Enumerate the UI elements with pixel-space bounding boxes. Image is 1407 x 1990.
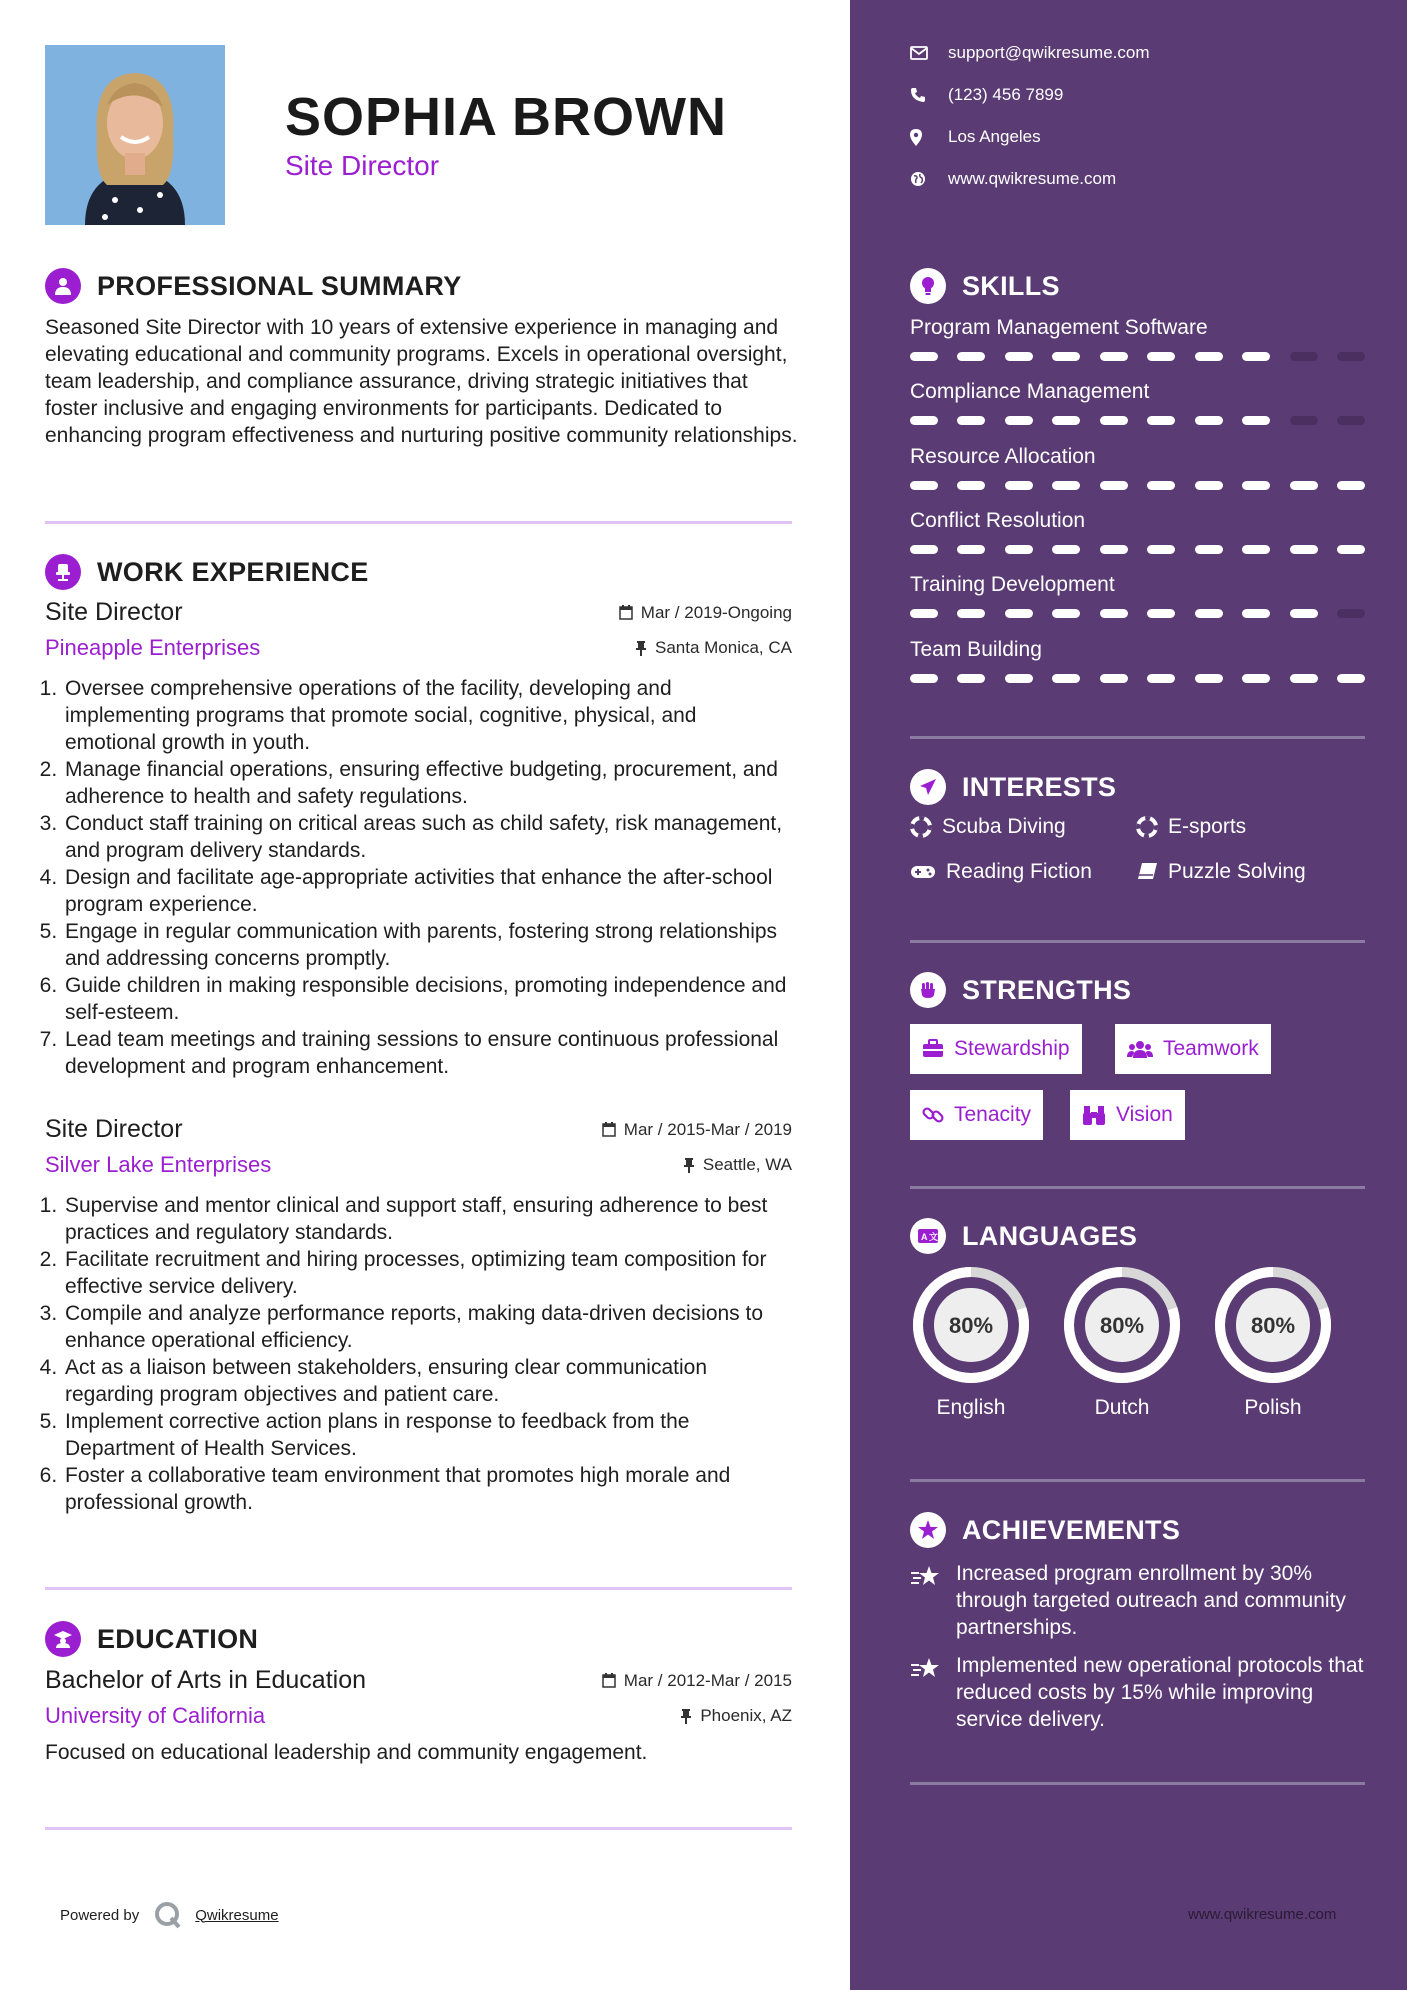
calendar-icon	[619, 605, 633, 620]
binoculars-icon	[1082, 1104, 1106, 1126]
skill-level-segment	[1100, 545, 1128, 554]
qwikresume-logo-icon	[153, 1900, 183, 1930]
interest-item	[1136, 815, 1246, 839]
skill-level-segment	[1147, 481, 1175, 490]
contact-location	[910, 127, 1041, 147]
qwikresume-link[interactable]: Qwikresume	[195, 1906, 279, 1924]
list-item: 1. Oversee comprehensive operations of the facility, developing and implementing programs that promote social, cognitive, physical, and emotional growth in youth.	[63, 675, 792, 756]
job-company: Pineapple Enterprises	[45, 635, 261, 660]
skill-level-segment	[1242, 416, 1270, 425]
achievement-item	[910, 1652, 1365, 1733]
gamepad-icon	[910, 863, 936, 881]
list-item: 4. Act as a liaison between stakeholders, ensuring clear communication regarding program objectives and patient care.	[63, 1354, 792, 1408]
life-ring-icon	[1136, 816, 1158, 838]
skill-level-segment	[1100, 352, 1128, 361]
language-name: Dutch	[1094, 1396, 1150, 1419]
list-item: 3. Compile and analyze performance reports, making data-driven decisions to enhance operational efficiency.	[63, 1300, 792, 1354]
skill-level-segment	[1242, 545, 1270, 554]
skill-level-segment	[1195, 609, 1223, 618]
achievement-item	[910, 1560, 1365, 1641]
skill-level-segment	[1337, 545, 1365, 554]
skill-level-segment	[1100, 481, 1128, 490]
users-icon	[1127, 1039, 1153, 1059]
degree: Bachelor of Arts in Education	[45, 1666, 367, 1694]
interests-heading: INTERESTS	[962, 771, 1117, 802]
footer-website[interactable]: www.qwikresume.com	[1188, 1906, 1337, 1923]
language-gauge	[1061, 1264, 1183, 1386]
list-item: 6. Guide children in making responsible decisions, promoting independence and self-esteem.	[63, 972, 792, 1026]
skill-level-segment	[1052, 609, 1080, 618]
svg-text:A: A	[921, 1232, 928, 1242]
contact-phone[interactable]	[910, 85, 1063, 105]
job-company: Silver Lake Enterprises	[45, 1152, 272, 1177]
language-gauge	[1212, 1264, 1334, 1386]
skill-level-segment	[1290, 545, 1318, 554]
education-description: Focused on educational leadership and community engagement.	[45, 1741, 648, 1764]
skill-level-segment	[957, 545, 985, 554]
skill-level-bar	[910, 674, 1365, 683]
skill-name: Program Management Software	[910, 316, 1208, 339]
fist-icon	[910, 972, 946, 1008]
skill-level-segment	[1147, 545, 1175, 554]
job-dates	[619, 603, 792, 623]
skill-level-segment	[957, 481, 985, 490]
skill-level-segment	[1005, 609, 1033, 618]
experience-heading: WORK EXPERIENCE	[97, 556, 369, 587]
skill-level-segment	[1052, 674, 1080, 683]
skill-level-segment	[957, 609, 985, 618]
skill-level-segment	[910, 609, 938, 618]
skill-level-segment	[1195, 416, 1223, 425]
skill-level-segment	[1147, 674, 1175, 683]
paper-plane-icon	[910, 769, 946, 805]
school: University of California	[45, 1703, 266, 1728]
calendar-icon	[602, 1122, 616, 1137]
skill-item	[910, 316, 1365, 361]
skill-level-segment	[910, 674, 938, 683]
strength-label: Vision	[1116, 1103, 1173, 1126]
shooting-star-icon	[910, 1656, 942, 1682]
skill-level-segment	[1052, 352, 1080, 361]
language-percent: 80%	[1250, 1313, 1296, 1338]
skill-level-segment	[1052, 481, 1080, 490]
skill-level-bar	[910, 352, 1365, 361]
job-location-text: Santa Monica, CA	[654, 638, 792, 657]
life-ring-icon	[910, 816, 932, 838]
list-item: 1. Supervise and mentor clinical and support staff, ensuring adherence to best practices and regulatory standards.	[63, 1192, 792, 1246]
pushpin-icon	[635, 641, 647, 656]
languages-section-header	[910, 1216, 1137, 1256]
interest-label: E-sports	[1168, 815, 1247, 838]
skills-heading: SKILLS	[962, 270, 1060, 301]
language-percent: 80%	[1099, 1313, 1145, 1338]
skill-level-segment	[1195, 352, 1223, 361]
job-dates-text: Mar / 2019-Ongoing	[640, 602, 792, 622]
shooting-star-icon	[910, 1564, 942, 1590]
book-icon	[1136, 862, 1158, 882]
skill-item	[910, 638, 1365, 683]
skill-level-segment	[1290, 481, 1318, 490]
skill-level-segment	[1242, 674, 1270, 683]
skill-level-segment	[1100, 674, 1128, 683]
interest-label: Reading Fiction	[946, 860, 1092, 883]
skill-level-segment	[1337, 674, 1365, 683]
summary-section-header	[45, 266, 462, 306]
skill-level-segment	[1195, 674, 1223, 683]
candidate-title: Site Director	[285, 150, 440, 181]
calendar-icon	[602, 1673, 616, 1688]
skill-level-segment	[1290, 352, 1318, 361]
achievement-text: Increased program enrollment by 30% through targeted outreach and community partnerships.	[956, 1562, 1346, 1639]
email-text: support@qwikresume.com	[948, 43, 1150, 62]
summary-heading: PROFESSIONAL SUMMARY	[97, 270, 462, 301]
skill-level-segment	[910, 545, 938, 554]
skill-level-segment	[1005, 416, 1033, 425]
skill-level-segment	[910, 481, 938, 490]
list-item: 4. Design and facilitate age-appropriate activities that enhance the after-school program experience.	[63, 864, 792, 918]
list-item: 6. Foster a collaborative team environment that promotes high morale and professional growth.	[63, 1462, 792, 1516]
skill-item	[910, 509, 1365, 554]
language-item	[1061, 1264, 1183, 1420]
job-location-text: Seattle, WA	[702, 1155, 792, 1174]
job-entry	[45, 598, 792, 1080]
section-divider	[910, 1479, 1365, 1482]
skill-level-segment	[957, 352, 985, 361]
strength-badge	[1115, 1024, 1271, 1074]
skill-level-segment	[1195, 481, 1223, 490]
candidate-name: SOPHIA BROWN	[285, 87, 727, 147]
skill-level-segment	[1195, 545, 1223, 554]
briefcase-icon	[922, 1039, 944, 1059]
interests-section-header	[910, 767, 1116, 807]
language-percent: 80%	[948, 1313, 994, 1338]
skill-level-segment	[1290, 674, 1318, 683]
language-item	[910, 1264, 1032, 1420]
skill-item	[910, 380, 1365, 425]
user-icon	[45, 268, 81, 304]
education-entry	[45, 1666, 792, 1766]
interest-item	[910, 860, 1092, 884]
strength-badge	[910, 1024, 1082, 1074]
section-divider	[910, 1186, 1365, 1189]
language-gauge	[910, 1264, 1032, 1386]
job-location	[635, 638, 792, 658]
section-divider	[45, 1587, 792, 1590]
translate-icon	[910, 1218, 946, 1254]
list-item: 5. Implement corrective action plans in response to feedback from the Department of Health Services.	[63, 1408, 792, 1462]
skill-level-segment	[1337, 481, 1365, 490]
section-divider	[45, 1827, 792, 1830]
strength-label: Tenacity	[954, 1103, 1032, 1126]
section-divider	[910, 940, 1365, 943]
education-section-header	[45, 1619, 258, 1659]
job-responsibilities	[45, 675, 792, 1080]
star-badge-icon	[910, 1512, 946, 1548]
job-title: Site Director	[45, 1115, 183, 1143]
skill-name: Resource Allocation	[910, 445, 1096, 468]
job-responsibilities	[45, 1192, 792, 1516]
languages-heading: LANGUAGES	[962, 1220, 1138, 1251]
skill-level-segment	[910, 416, 938, 425]
skill-level-segment	[1242, 481, 1270, 490]
skill-level-bar	[910, 609, 1365, 618]
list-item: 2. Facilitate recruitment and hiring processes, optimizing team composition for effective service delivery.	[63, 1246, 792, 1300]
education-dates	[602, 1671, 792, 1691]
phone-icon	[910, 87, 926, 103]
lightbulb-icon	[910, 268, 946, 304]
envelope-icon	[910, 46, 928, 60]
experience-section-header	[45, 552, 369, 592]
profile-photo	[45, 45, 225, 225]
strengths-section-header	[910, 970, 1131, 1010]
office-chair-icon	[45, 554, 81, 590]
skill-level-segment	[1147, 352, 1175, 361]
section-divider	[910, 1782, 1365, 1785]
education-heading: EDUCATION	[97, 1623, 259, 1654]
skill-level-segment	[1052, 416, 1080, 425]
skill-item	[910, 573, 1365, 618]
skill-level-segment	[1005, 545, 1033, 554]
strengths-heading: STRENGTHS	[962, 974, 1132, 1005]
pushpin-icon	[680, 1709, 692, 1724]
map-pin-icon	[910, 129, 922, 146]
interest-label: Puzzle Solving	[1168, 860, 1306, 883]
education-location-text: Phoenix, AZ	[700, 1706, 792, 1725]
person-portrait-icon	[45, 45, 225, 225]
contact-website[interactable]	[910, 169, 1116, 189]
skills-section-header	[910, 266, 1060, 306]
achievement-text: Implemented new operational protocols that reduced costs by 15% while improving service delivery.	[956, 1654, 1364, 1731]
skill-level-segment	[1290, 416, 1318, 425]
skill-level-segment	[1337, 609, 1365, 618]
interest-item	[1136, 860, 1306, 884]
location-text: Los Angeles	[948, 127, 1041, 146]
list-item: 5. Engage in regular communication with parents, fostering strong relationships and addressing concerns promptly.	[63, 918, 792, 972]
skill-level-segment	[1337, 416, 1365, 425]
skill-level-segment	[1100, 416, 1128, 425]
achievements-section-header	[910, 1510, 1180, 1550]
skill-level-segment	[1290, 609, 1318, 618]
list-item: 7. Lead team meetings and training sessions to ensure continuous professional development and program enhancement.	[63, 1026, 792, 1080]
skill-level-segment	[1052, 545, 1080, 554]
achievements-heading: ACHIEVEMENTS	[962, 1514, 1181, 1545]
skill-name: Compliance Management	[910, 380, 1150, 403]
graduate-icon	[45, 1621, 81, 1657]
education-dates-text: Mar / 2012-Mar / 2015	[623, 1670, 792, 1690]
skill-level-segment	[1242, 352, 1270, 361]
job-dates-text: Mar / 2015-Mar / 2019	[623, 1119, 792, 1139]
education-location	[680, 1706, 792, 1726]
skill-level-segment	[957, 674, 985, 683]
skill-name: Team Building	[910, 638, 1042, 661]
section-divider	[45, 521, 792, 524]
interest-item	[910, 815, 1066, 839]
skill-level-segment	[1242, 609, 1270, 618]
powered-by-label: Powered by	[60, 1906, 140, 1924]
pushpin-icon	[683, 1158, 695, 1173]
section-divider	[910, 736, 1365, 739]
language-item	[1212, 1264, 1334, 1420]
language-name: Polish	[1244, 1396, 1302, 1419]
strength-badge	[910, 1090, 1043, 1140]
interest-label: Scuba Diving	[942, 815, 1066, 838]
skill-level-segment	[1005, 674, 1033, 683]
summary-text: Seasoned Site Director with 10 years of extensive experience in managing and elevating educational and community programs. Excels in operational oversight, team leadership, and compliance assurance, driving strategic initiatives that foster inclusive and engaging environments for participants. Dedicated to enhancing program effectiveness and nurturing positive community relationships.	[45, 316, 798, 447]
strength-label: Stewardship	[954, 1037, 1070, 1060]
skill-level-segment	[1147, 609, 1175, 618]
phone-text: (123) 456 7899	[948, 85, 1064, 104]
skill-level-segment	[957, 416, 985, 425]
skill-item	[910, 445, 1365, 490]
list-item: 2. Manage financial operations, ensuring effective budgeting, procurement, and adherence to health and safety regulations.	[63, 756, 792, 810]
globe-icon	[910, 171, 926, 187]
link-icon	[922, 1104, 944, 1126]
contact-email[interactable]	[910, 43, 1150, 63]
skill-level-bar	[910, 481, 1365, 490]
skill-level-bar	[910, 416, 1365, 425]
list-item: 3. Conduct staff training on critical areas such as child safety, risk management, and program delivery standards.	[63, 810, 792, 864]
powered-by	[60, 1900, 279, 1930]
skill-level-segment	[1147, 416, 1175, 425]
skill-level-segment	[1100, 609, 1128, 618]
job-entry	[45, 1115, 792, 1516]
skill-level-segment	[1337, 352, 1365, 361]
skill-name: Conflict Resolution	[910, 509, 1086, 532]
skill-level-segment	[910, 352, 938, 361]
skill-level-segment	[1005, 481, 1033, 490]
language-name: English	[936, 1396, 1006, 1419]
job-dates	[602, 1120, 792, 1140]
job-location	[683, 1155, 792, 1175]
skill-level-bar	[910, 545, 1365, 554]
job-title: Site Director	[45, 598, 183, 626]
svg-text:文: 文	[929, 1232, 939, 1242]
skill-name: Training Development	[910, 573, 1115, 596]
website-text: www.qwikresume.com	[948, 169, 1117, 188]
skill-level-segment	[1005, 352, 1033, 361]
sidebar	[850, 0, 1407, 1990]
strength-badge	[1070, 1090, 1185, 1140]
strength-label: Teamwork	[1163, 1037, 1259, 1060]
